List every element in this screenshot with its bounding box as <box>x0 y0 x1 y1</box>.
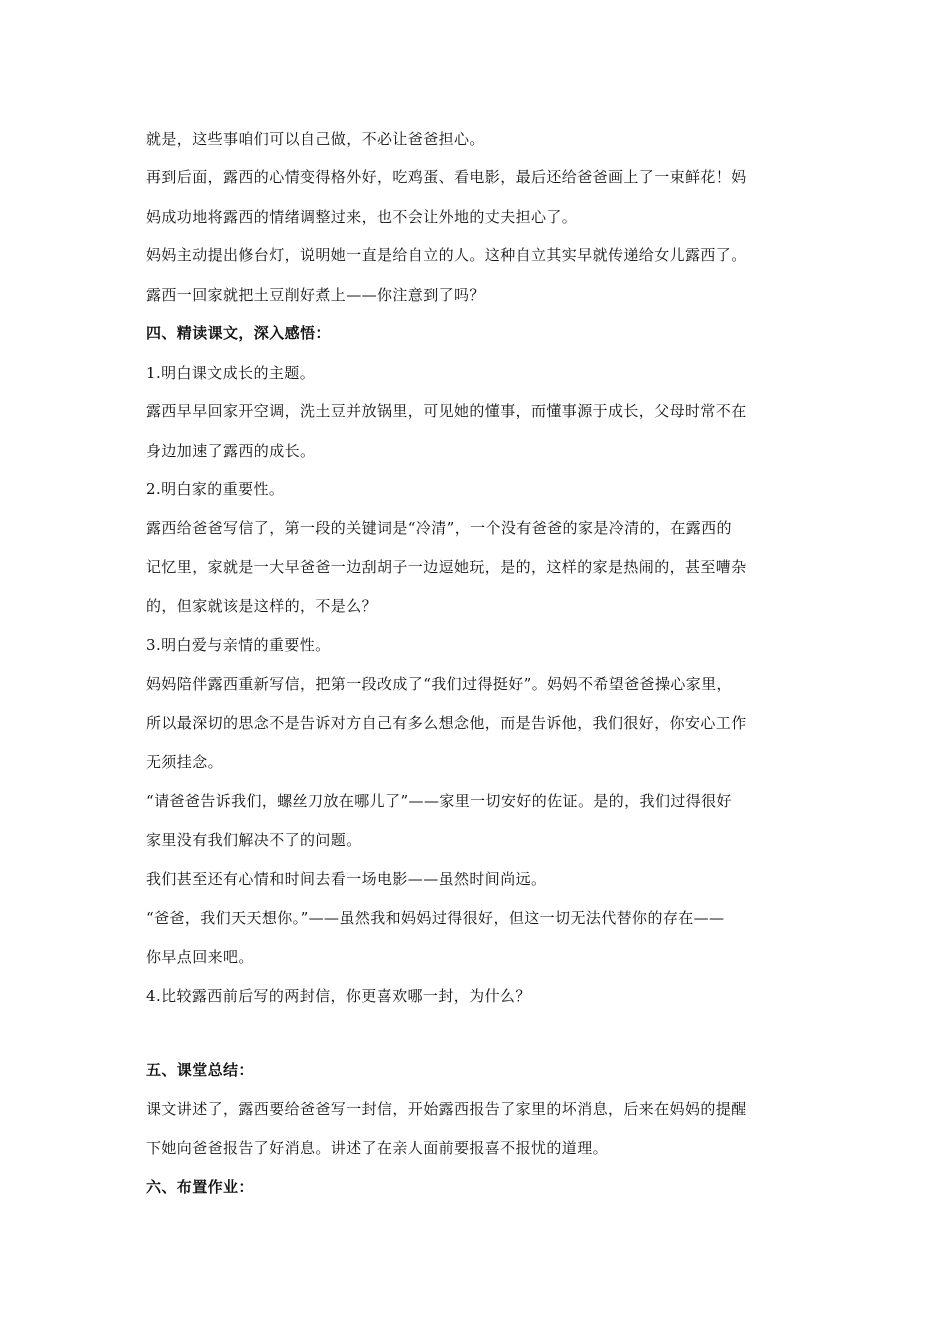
paragraph-line: 再到后面，露西的心情变得格外好，吃鸡蛋、看电影，最后还给爸爸画上了一束鲜花！妈 <box>146 168 747 186</box>
paragraph-line: 你早点回来吧。 <box>146 948 254 966</box>
section-heading: 五、课堂总结： <box>146 1061 254 1079</box>
paragraph-line: 露西一回家就把土豆削好煮上——你注意到了吗？ <box>146 286 485 304</box>
paragraph-line: 的，但家就该是这样的，不是么？ <box>146 597 378 615</box>
paragraph-line: 露西早早回家开空调，洗土豆并放锅里，可见她的懂事，而懂事源于成长，父母时常不在 <box>146 402 747 420</box>
list-item: 4.比较露西前后写的两封信，你更喜欢哪一封，为什么？ <box>146 987 531 1005</box>
list-item: 3.明白爱与亲情的重要性。 <box>146 636 331 654</box>
paragraph-line: 妈成功地将露西的情绪调整过来，也不会让外地的丈夫担心了。 <box>146 208 578 226</box>
paragraph-line: 记忆里，家就是一大早爸爸一边刮胡子一边逗她玩，是的，这样的家是热闹的，甚至嘈杂 <box>146 558 747 576</box>
paragraph-line: 下她向爸爸报告了好消息。讲述了在亲人面前要报喜不报忧的道理。 <box>146 1139 609 1157</box>
section-heading: 四、精读课文，深入感悟： <box>146 324 331 342</box>
paragraph-line: 无须挂念。 <box>146 753 224 771</box>
paragraph-line: 露西给爸爸写信了，第一段的关键词是“冷清”，一个没有爸爸的家是冷清的，在露西的 <box>146 519 732 537</box>
paragraph-line: “爸爸，我们天天想你。”——虽然我和妈妈过得很好，但这一切无法代替你的存在—— <box>146 909 725 927</box>
paragraph-line: 妈妈主动提出修台灯，说明她一直是给自立的人。这种自立其实早就传递给女儿露西了。 <box>146 246 747 264</box>
paragraph-line: “请爸爸告诉我们，螺丝刀放在哪儿了”——家里一切安好的佐证。是的，我们过得很好 <box>146 792 732 810</box>
paragraph-line: 妈妈陪伴露西重新写信，把第一段改成了“我们过得挺好”。妈妈不希望爸爸操心家里， <box>146 675 732 693</box>
paragraph-line: 身边加速了露西的成长。 <box>146 442 316 460</box>
list-item: 2.明白家的重要性。 <box>146 480 285 498</box>
list-item: 1.明白课文成长的主题。 <box>146 364 316 382</box>
paragraph-line: 课文讲述了，露西要给爸爸写一封信，开始露西报告了家里的坏消息，后来在妈妈的提醒 <box>146 1100 747 1118</box>
paragraph-line: 所以最深切的思念不是告诉对方自己有多么想念他，而是告诉他，我们很好，你安心工作 <box>146 714 747 732</box>
paragraph-line: 家里没有我们解决不了的问题。 <box>146 831 362 849</box>
paragraph-line: 我们甚至还有心情和时间去看一场电影——虽然时间尚远。 <box>146 870 547 888</box>
section-heading: 六、布置作业： <box>146 1178 254 1196</box>
paragraph-line: 就是，这些事咱们可以自己做，不必让爸爸担心。 <box>146 130 485 148</box>
